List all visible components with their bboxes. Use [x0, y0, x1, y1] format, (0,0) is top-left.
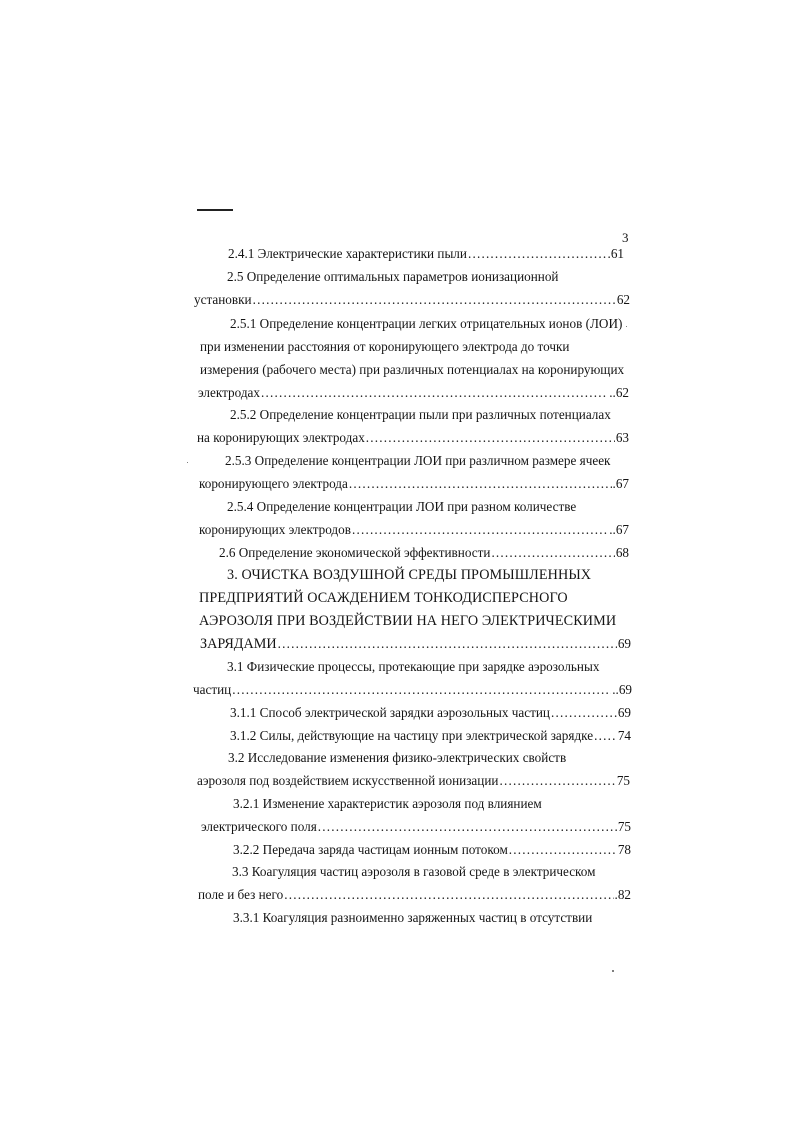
page-number: 3	[622, 230, 629, 245]
toc-entry-2-5-1-line: измерения (рабочего места) при различных потенциалах на коронирующих	[200, 362, 625, 377]
toc-entry-2-5-1-line: при изменении расстояния от коронирующего электрода до точки	[200, 339, 570, 354]
toc-entry-2-5-2[interactable]	[197, 430, 629, 446]
leader-dots	[278, 636, 617, 652]
toc-entry-2-4-1[interactable]	[228, 246, 624, 262]
toc-entry-3-2[interactable]	[197, 773, 630, 789]
toc-chapter-3-line: ПРЕДПРИЯТИЙ ОСАЖДЕНИЕМ ТОНКОДИСПЕРСНОГО	[199, 590, 568, 606]
toc-entry-3-3-1-line[interactable]: 3.3.1 Коагуляция разноименно заряженных частиц в отсутствии	[233, 910, 593, 925]
toc-entry-page: ..62	[609, 385, 629, 400]
toc-entry-page: .82	[614, 887, 631, 902]
toc-entry-page: ..67	[609, 522, 629, 537]
toc-entry-page: .61	[607, 246, 624, 261]
leader-dots	[261, 385, 608, 401]
toc-entry-title: 2.4.1 Электрические характеристики пыли	[228, 246, 467, 261]
toc-entry-title: коронирующих электродов	[199, 522, 351, 537]
leader-dots	[352, 522, 608, 538]
toc-entry-2-5-1-line[interactable]: 2.5.1 Определение концентрации легких отрицательных ионов (ЛОИ)	[230, 316, 623, 331]
top-rule	[197, 209, 233, 211]
toc-entry-2-5-4-line[interactable]: 2.5.4 Определение концентрации ЛОИ при разном количестве	[227, 499, 577, 514]
toc-entry-page: 63	[615, 430, 629, 445]
toc-chapter-3-line: АЭРОЗОЛЯ ПРИ ВОЗДЕЙСТВИИ НА НЕГО ЭЛЕКТРИЧЕСКИМИ	[199, 613, 617, 629]
toc-entry-page: 78	[617, 842, 631, 857]
toc-entry-2-5-3[interactable]	[199, 476, 629, 492]
toc-entry-title: частиц	[193, 682, 232, 697]
toc-entry-3-1[interactable]	[193, 682, 632, 698]
toc-entry-2-5-4[interactable]	[199, 522, 629, 538]
toc-entry-2-5-3-line[interactable]: 2.5.3 Определение концентрации ЛОИ при различном размере ячеек	[225, 453, 611, 468]
toc-entry-2-5-1[interactable]	[198, 385, 629, 401]
leader-dots	[551, 705, 617, 721]
toc-entry-title: 2.6 Определение экономической эффективности	[219, 545, 491, 560]
toc-entry-title: 3.1.1 Способ электрической зарядки аэрозольных частиц	[230, 705, 550, 720]
leader-dots	[594, 728, 617, 744]
toc-entry-page: ..69	[612, 682, 632, 697]
toc-entry-3-3-line[interactable]: 3.3 Коагуляция частиц аэрозоля в газовой среде в электрическом	[232, 864, 596, 879]
toc-entry-2-5-line[interactable]: 2.5 Определение оптимальных параметров ионизационной	[227, 269, 559, 284]
scan-speck	[187, 462, 188, 463]
toc-entry-title: ЗАРЯДАМИ	[200, 636, 277, 652]
leader-dots	[468, 246, 607, 262]
toc-entry-title: аэрозоля под воздействием искусственной ионизации	[197, 773, 499, 788]
toc-entry-3-2-1-line[interactable]: 3.2.1 Изменение характеристик аэрозоля под влиянием	[233, 796, 542, 811]
scan-speck	[626, 326, 627, 327]
toc-entry-2-5[interactable]	[194, 292, 630, 308]
toc-entry-3-3[interactable]	[198, 887, 631, 903]
toc-entry-3-1-line[interactable]: 3.1 Физические процессы, протекающие при зарядке аэрозольных	[227, 659, 600, 674]
toc-entry-page: 62	[616, 292, 630, 307]
toc-entry-3-1-1[interactable]	[230, 705, 631, 721]
toc-entry-title: коронирующего электрода	[199, 476, 348, 491]
leader-dots	[349, 476, 612, 492]
toc-entry-page: 75	[617, 819, 631, 834]
toc-entry-2-5-2-line[interactable]: 2.5.2 Определение концентрации пыли при различных потенциалах	[230, 407, 611, 422]
toc-entry-title: поле и без него	[198, 887, 284, 902]
toc-entry-page: 74	[617, 728, 631, 743]
leader-dots	[253, 292, 616, 308]
toc-entry-3-2-2[interactable]	[233, 842, 631, 858]
toc-entry-title: установки	[194, 292, 252, 307]
toc-entry-title: 3.2.2 Передача заряда частицам ионным потоком	[233, 842, 508, 857]
scan-speck	[612, 970, 614, 972]
toc-entry-title: на коронирующих электродах	[197, 430, 365, 445]
toc-entry-page: 69	[617, 705, 631, 720]
toc-entry-title: электродах	[198, 385, 260, 400]
leader-dots	[284, 887, 613, 903]
toc-entry-title: 3.1.2 Силы, действующие на частицу при электрической зарядке	[230, 728, 594, 743]
toc-entry-page: 75	[616, 773, 630, 788]
leader-dots	[491, 545, 614, 561]
toc-entry-title: электрического поля	[201, 819, 317, 834]
toc-entry-3-1-2[interactable]	[230, 728, 631, 744]
leader-dots	[232, 682, 611, 698]
toc-entry-page: 68	[615, 545, 629, 560]
toc-entry-3-2-line[interactable]: 3.2 Исследование изменения физико-электрических свойств	[228, 750, 567, 765]
leader-dots	[318, 819, 617, 835]
toc-entry-2-6[interactable]	[219, 545, 629, 561]
toc-entry-3-2-1[interactable]	[201, 819, 631, 835]
toc-chapter-3-line[interactable]: 3. ОЧИСТКА ВОЗДУШНОЙ СРЕДЫ ПРОМЫШЛЕННЫХ	[227, 567, 592, 583]
leader-dots	[366, 430, 615, 446]
toc-chapter-3[interactable]	[200, 636, 631, 652]
leader-dots	[509, 842, 617, 858]
leader-dots	[499, 773, 615, 789]
toc-entry-page: 69	[617, 636, 631, 651]
toc-entry-page: .67	[612, 476, 629, 491]
